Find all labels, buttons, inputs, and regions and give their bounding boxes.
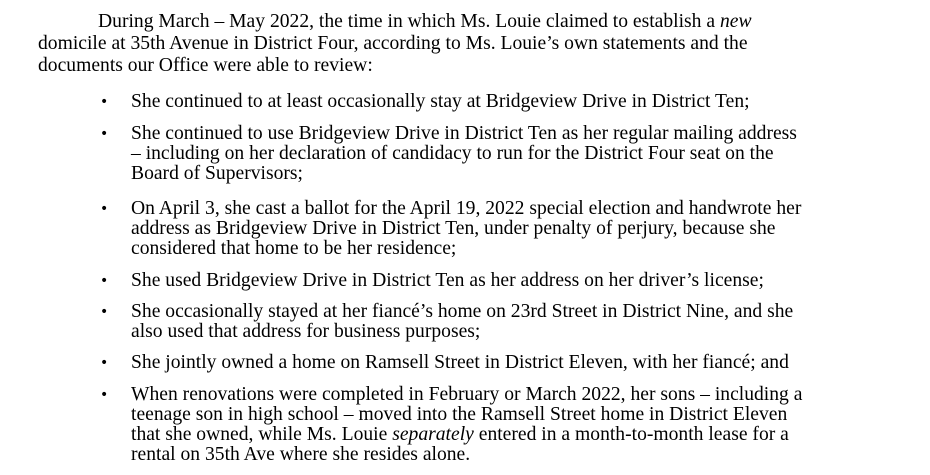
text-line: [131, 239, 891, 259]
bullet-text: [131, 199, 891, 259]
text-line: [131, 164, 891, 184]
text-line: [131, 322, 891, 342]
text-line: [131, 92, 891, 112]
emphasis-text: new: [719, 11, 752, 32]
text-line: [131, 445, 891, 465]
bullet-dot-icon: •: [100, 273, 109, 289]
text-run: She used Bridgeview Drive in District Ten as her address on her driver’s license;: [131, 270, 764, 291]
text-run: She continued to at least occasionally stay at Bridgeview Drive in District Ten;: [131, 91, 750, 112]
text-run: When renovations were completed in February or March 2022, her sons – including a: [131, 384, 803, 405]
bullet-dot-icon: •: [100, 94, 109, 110]
bullet-text: [131, 124, 891, 184]
text-line: [131, 425, 891, 445]
text-run: entered in a month-to-month lease for a: [473, 424, 789, 445]
text-run: She jointly owned a home on Ramsell Street in District Eleven, with her fiancé; and: [131, 352, 789, 373]
bullet-dot-icon: •: [100, 201, 109, 217]
bullet-dot-icon: •: [100, 126, 109, 142]
text-line: [131, 353, 891, 373]
text-line: [131, 144, 891, 164]
text-line: [131, 124, 891, 144]
bullet-text: [131, 302, 891, 342]
bullet-text: [131, 92, 891, 112]
bullet-text: [131, 353, 891, 373]
text-run: rental on 35th Ave where she resides alone.: [131, 444, 471, 465]
bullet-text: [131, 271, 891, 291]
text-line: [131, 271, 891, 291]
text-run: – including on her declaration of candidacy to run for the District Four seat on the: [131, 143, 774, 164]
text-run: She occasionally stayed at her fiancé’s home on 23rd Street in District Nine, and she: [131, 301, 794, 322]
text-run: that she owned, while Ms. Louie: [131, 424, 393, 445]
bullet-dot-icon: •: [100, 387, 109, 403]
text-run: During March – May 2022, the time in which Ms. Louie claimed to establish a: [98, 11, 720, 32]
text-line: [131, 405, 891, 425]
emphasis-text: separately: [392, 424, 474, 445]
bullet-dot-icon: •: [100, 355, 109, 371]
text-run: also used that address for business purposes;: [131, 321, 481, 342]
text-run: considered that home to be her residence;: [131, 238, 457, 259]
bullet-text: [131, 385, 891, 465]
text-line: [131, 219, 891, 239]
text-run: documents our Office were able to review:: [38, 55, 373, 76]
text-line: [131, 385, 891, 405]
text-run: address as Bridgeview Drive in District Ten, under penalty of perjury, because she: [131, 218, 776, 239]
bullet-dot-icon: •: [100, 304, 109, 320]
text-line: [131, 302, 891, 322]
text-run: Board of Supervisors;: [131, 163, 303, 184]
text-line: [131, 199, 891, 219]
text-run: domicile at 35th Avenue in District Four, according to Ms. Louie’s own statements and the: [38, 33, 748, 54]
text-run: teenage son in high school – moved into the Ramsell Street home in District Eleven: [131, 404, 788, 425]
text-run: She continued to use Bridgeview Drive in District Ten as her regular mailing address: [131, 123, 797, 144]
text-run: On April 3, she cast a ballot for the April 19, 2022 special election and handwrote her: [131, 198, 802, 219]
